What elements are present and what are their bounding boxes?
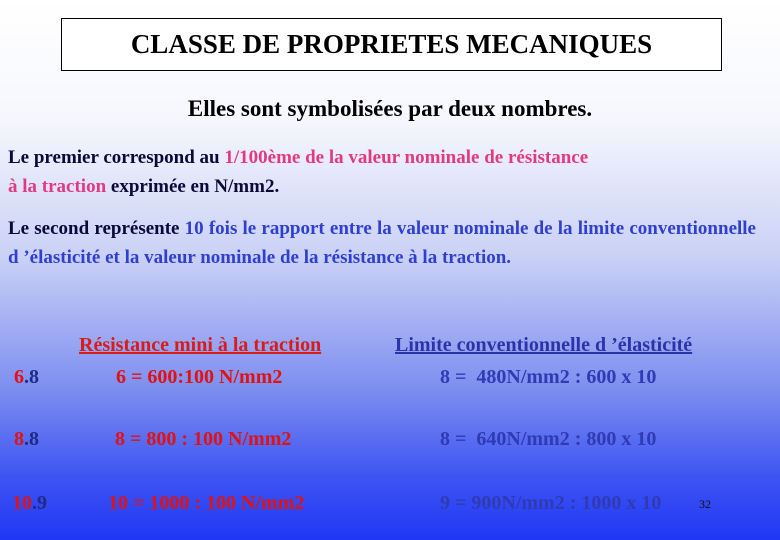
resistance-value: 8 = 800 : 100 N/mm2 — [115, 428, 292, 450]
page-number: 32 — [699, 497, 711, 511]
paragraph-second-number — [8, 214, 756, 272]
limite-value: 8 = 640N/mm2 : 800 x 10 — [440, 428, 657, 450]
paragraph1-outro: exprimée en N/mm2. — [106, 176, 280, 197]
paragraph-first-number — [8, 143, 756, 201]
paragraph2-highlight: 10 fois le rapport entre la valeur nominale de la limite conventionnelle d ’élasticité et la valeur nominale de la résistance à la traction. — [8, 218, 756, 268]
grade-second-number: .8 — [24, 366, 39, 388]
grade-label — [14, 366, 39, 389]
grade-first-number: 8 — [14, 428, 24, 450]
paragraph1-highlight-line2: à la traction — [8, 176, 107, 197]
grade-first-number: 6 — [14, 366, 24, 388]
slide-title: CLASSE DE PROPRIETES MECANIQUES — [130, 29, 653, 59]
limite-value: 8 = 480N/mm2 : 600 x 10 — [440, 366, 657, 388]
slide-title-box — [61, 18, 722, 71]
grade-second-number: .8 — [24, 428, 39, 450]
grade-label — [14, 428, 39, 451]
resistance-value: 10 = 1000 : 100 N/mm2 — [108, 492, 305, 514]
limite-value: 9 = 900N/mm2 : 1000 x 10 — [440, 492, 662, 514]
paragraph1-intro: Le premier correspond au — [8, 147, 225, 168]
slide-subtitle: Elles sont symbolisées par deux nombres. — [187, 96, 593, 121]
grade-second-number: .9 — [32, 492, 47, 514]
paragraph1-highlight-line1: 1/100ème de la valeur nominale de résistance — [224, 147, 589, 168]
resistance-value: 6 = 600:100 N/mm2 — [116, 366, 283, 388]
header-resistance: Résistance mini à la traction — [79, 334, 322, 356]
header-limite: Limite conventionnelle d ’élasticité — [395, 334, 693, 356]
grade-label — [12, 492, 47, 515]
paragraph2-intro: Le second représente — [8, 218, 185, 239]
grade-first-number: 10 — [12, 492, 32, 514]
